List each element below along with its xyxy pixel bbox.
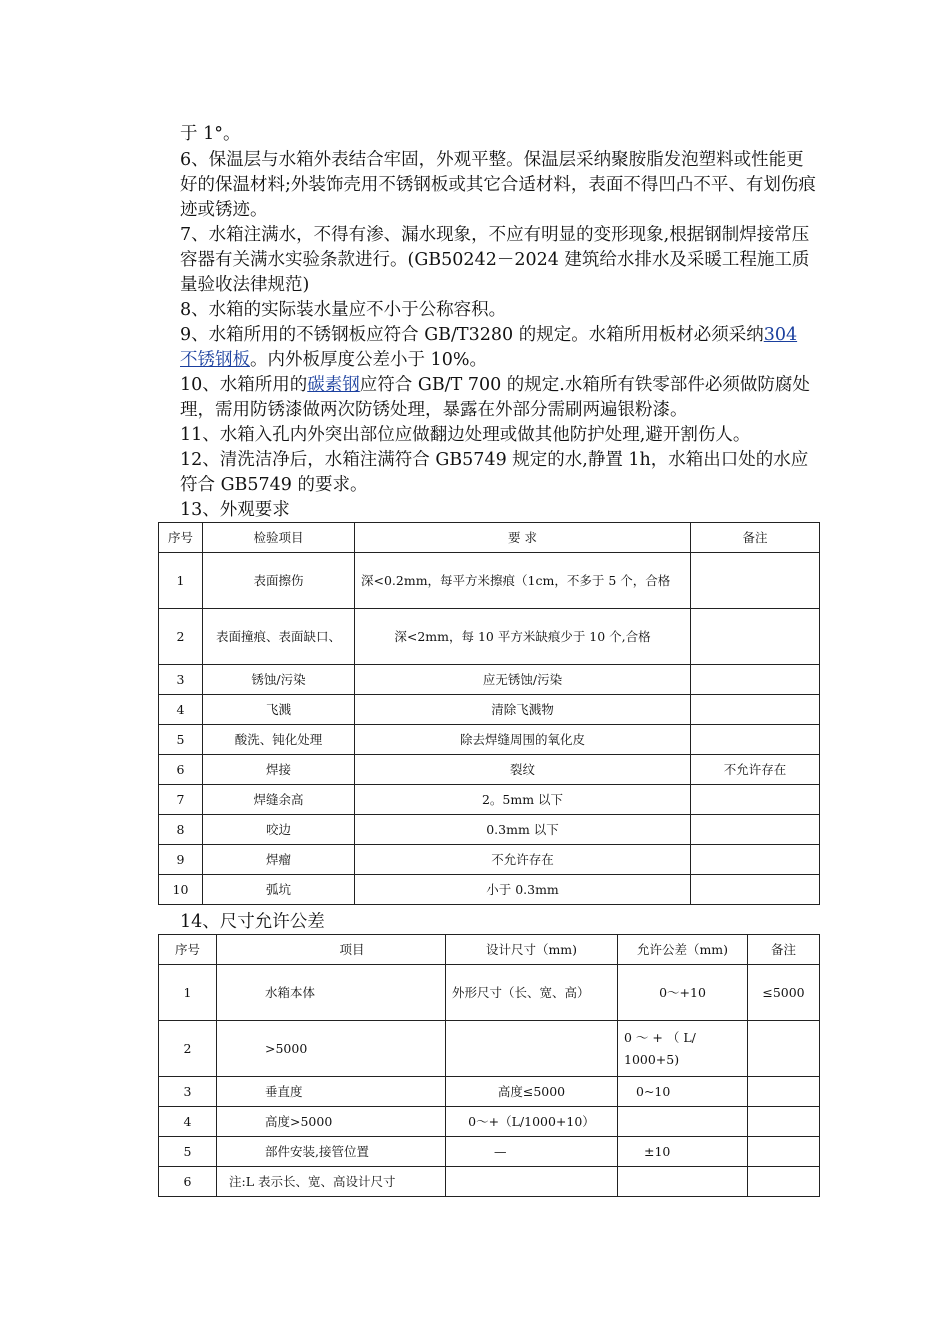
- table-row: [159, 845, 820, 875]
- cell-requirement: 2。5mm 以下: [355, 785, 691, 815]
- cell-item: 表面撞痕、表面缺口、: [203, 609, 355, 665]
- cell-tolerance: 0~10: [618, 1077, 748, 1107]
- cell-item: 焊接: [203, 755, 355, 785]
- cell-item: 部件安装,接管位置: [217, 1137, 446, 1167]
- cell-requirement: 应无锈蚀/污染: [355, 665, 691, 695]
- cell-index: 7: [159, 785, 203, 815]
- cell-item: 弧坑: [203, 875, 355, 905]
- paragraph-7: 7、水箱注满水，不得有渗、漏水现象，不应有明显的变形现象,根据钢制焊接常压容器有关满水实验条款进行。(GB50242－2024 建筑给水排水及采暖工程施工质量验收法律规范): [180, 225, 810, 295]
- table-header-row: [159, 523, 820, 553]
- cell-index: 1: [159, 965, 217, 1021]
- cell-index: 3: [159, 665, 203, 695]
- cell-requirement: 小于 0.3mm: [355, 875, 691, 905]
- paragraph-10-text-b: 应符合 GB/T 700 的规定.水箱所有铁零部件必须做防腐处理，需用防锈漆做两次防锈处理，暴露在外部分需刷两遍银粉漆。: [180, 375, 810, 420]
- paragraph-11: 11、水箱入孔内外突出部位应做翻边处理或做其他防护处理,避开割伤人。: [180, 425, 751, 445]
- cell-index: 2: [159, 609, 203, 665]
- cell-item: 表面擦伤: [203, 553, 355, 609]
- cell-design-size: 外形尺寸（长、宽、高）: [446, 965, 618, 1021]
- cell-note: [691, 845, 820, 875]
- paragraph-10-text-a: 10、水箱所用的: [180, 375, 308, 395]
- header-cell: 备注: [691, 523, 820, 553]
- paragraph-9-text-b: 。内外板厚度公差小于 10%。: [250, 350, 487, 370]
- table-row: [159, 665, 820, 695]
- appearance-requirements-table: [158, 522, 820, 905]
- header-cell: 允许公差（mm): [618, 935, 748, 965]
- table-row: [159, 785, 820, 815]
- cell-item: 垂直度: [217, 1077, 446, 1107]
- header-cell: 要 求: [355, 523, 691, 553]
- cell-index: 4: [159, 1107, 217, 1137]
- cell-note: [748, 1137, 820, 1167]
- table-row: [159, 725, 820, 755]
- cell-tolerance: 0 ～ + （ L/ 1000+5): [618, 1021, 748, 1077]
- dimension-tolerance-table: [158, 934, 820, 1197]
- table-row: [159, 1107, 820, 1137]
- cell-note: [691, 665, 820, 695]
- cell-item: 焊缝余高: [203, 785, 355, 815]
- cell-requirement: 0.3mm 以下: [355, 815, 691, 845]
- cell-requirement: 深<0.2mm，每平方米擦痕（1cm，不多于 5 个，合格: [355, 553, 691, 609]
- cell-item: 锈蚀/污染: [203, 665, 355, 695]
- cell-design-size: —: [446, 1137, 618, 1167]
- header-cell: 检验项目: [203, 523, 355, 553]
- cell-index: 2: [159, 1021, 217, 1077]
- paragraph-6: 6、保温层与水箱外表结合牢固，外观平整。保温层采纳聚胺脂发泡塑料或性能更好的保温材料;外装饰壳用不锈钢板或其它合适材料，表面不得凹凸不平、有划伤痕迹或锈迹。: [180, 150, 816, 220]
- paragraph-10: [180, 373, 820, 423]
- cell-note: ≤5000: [748, 965, 820, 1021]
- cell-index: 9: [159, 845, 203, 875]
- cell-design-size: 0～+（L/1000+10）: [446, 1107, 618, 1137]
- table-row: [159, 1137, 820, 1167]
- paragraph-8: 8、水箱的实际装水量应不小于公称容积。: [180, 300, 507, 320]
- cell-item: 飞溅: [203, 695, 355, 725]
- cell-index: 5: [159, 725, 203, 755]
- section-13-title: 13、外观要求: [180, 500, 290, 520]
- cell-note: [691, 815, 820, 845]
- paragraph-12: 12、清洗洁净后，水箱注满符合 GB5749 规定的水,静置 1h，水箱出口处的水应符合 GB5749 的要求。: [180, 450, 809, 495]
- cell-design-size: [446, 1167, 618, 1197]
- cell-item: 注:L 表示长、宽、高设计尺寸: [217, 1167, 446, 1197]
- header-cell: 序号: [159, 523, 203, 553]
- cell-index: 3: [159, 1077, 217, 1107]
- cell-index: 8: [159, 815, 203, 845]
- cell-note: [691, 609, 820, 665]
- header-cell: 备注: [748, 935, 820, 965]
- cell-note: [748, 1077, 820, 1107]
- cell-requirement: 清除飞溅物: [355, 695, 691, 725]
- cell-note: [691, 725, 820, 755]
- cell-tolerance: [618, 1107, 748, 1137]
- cell-note: [691, 695, 820, 725]
- cell-requirement: 除去焊缝周围的氧化皮: [355, 725, 691, 755]
- cell-requirement: 不允许存在: [355, 845, 691, 875]
- cell-tolerance: ±10: [618, 1137, 748, 1167]
- link-304-stainless-steel[interactable]: 304 不锈钢板: [180, 325, 798, 370]
- cell-tolerance: [618, 1167, 748, 1197]
- cell-design-size: [446, 1021, 618, 1077]
- cell-note: [748, 1167, 820, 1197]
- cell-index: 6: [159, 755, 203, 785]
- table-row: [159, 695, 820, 725]
- table-row: [159, 815, 820, 845]
- cell-index: 5: [159, 1137, 217, 1167]
- cell-note: [691, 553, 820, 609]
- table-row: [159, 553, 820, 609]
- header-cell: 项目: [217, 935, 446, 965]
- header-cell: 序号: [159, 935, 217, 965]
- table-row: [159, 755, 820, 785]
- paragraph-9-text-a: 9、水箱所用的不锈钢板应符合 GB/T3280 的规定。水箱所用板材必须采纳: [180, 325, 764, 345]
- cell-requirement: 裂纹: [355, 755, 691, 785]
- cell-requirement: 深<2mm，每 10 平方米缺痕少于 10 个,合格: [355, 609, 691, 665]
- section-14-title: 14、尺寸允许公差: [180, 912, 325, 932]
- cell-index: 4: [159, 695, 203, 725]
- table-header-row: [159, 935, 820, 965]
- cell-note: 不允许存在: [691, 755, 820, 785]
- cell-note: [691, 875, 820, 905]
- cell-note: [691, 785, 820, 815]
- link-carbon-steel[interactable]: 碳素钢: [307, 375, 360, 395]
- cell-item: 水箱本体: [217, 965, 446, 1021]
- paragraph-9: [180, 323, 820, 373]
- cell-item: >5000: [217, 1021, 446, 1077]
- cell-item: 咬边: [203, 815, 355, 845]
- table-row: [159, 1167, 820, 1197]
- table-row: [159, 875, 820, 905]
- paragraph-continuation: 于 1°。: [180, 124, 241, 144]
- cell-item: 高度>5000: [217, 1107, 446, 1137]
- cell-design-size: 高度≤5000: [446, 1077, 618, 1107]
- cell-index: 6: [159, 1167, 217, 1197]
- header-cell: 设计尺寸（mm): [446, 935, 618, 965]
- table-row: [159, 609, 820, 665]
- table-row: [159, 1077, 820, 1107]
- cell-index: 1: [159, 553, 203, 609]
- cell-index: 10: [159, 875, 203, 905]
- table-row: [159, 965, 820, 1021]
- cell-item: 焊瘤: [203, 845, 355, 875]
- table-row: [159, 1021, 820, 1077]
- cell-item: 酸洗、钝化处理: [203, 725, 355, 755]
- cell-note: [748, 1107, 820, 1137]
- cell-tolerance: 0～+10: [618, 965, 748, 1021]
- cell-note: [748, 1021, 820, 1077]
